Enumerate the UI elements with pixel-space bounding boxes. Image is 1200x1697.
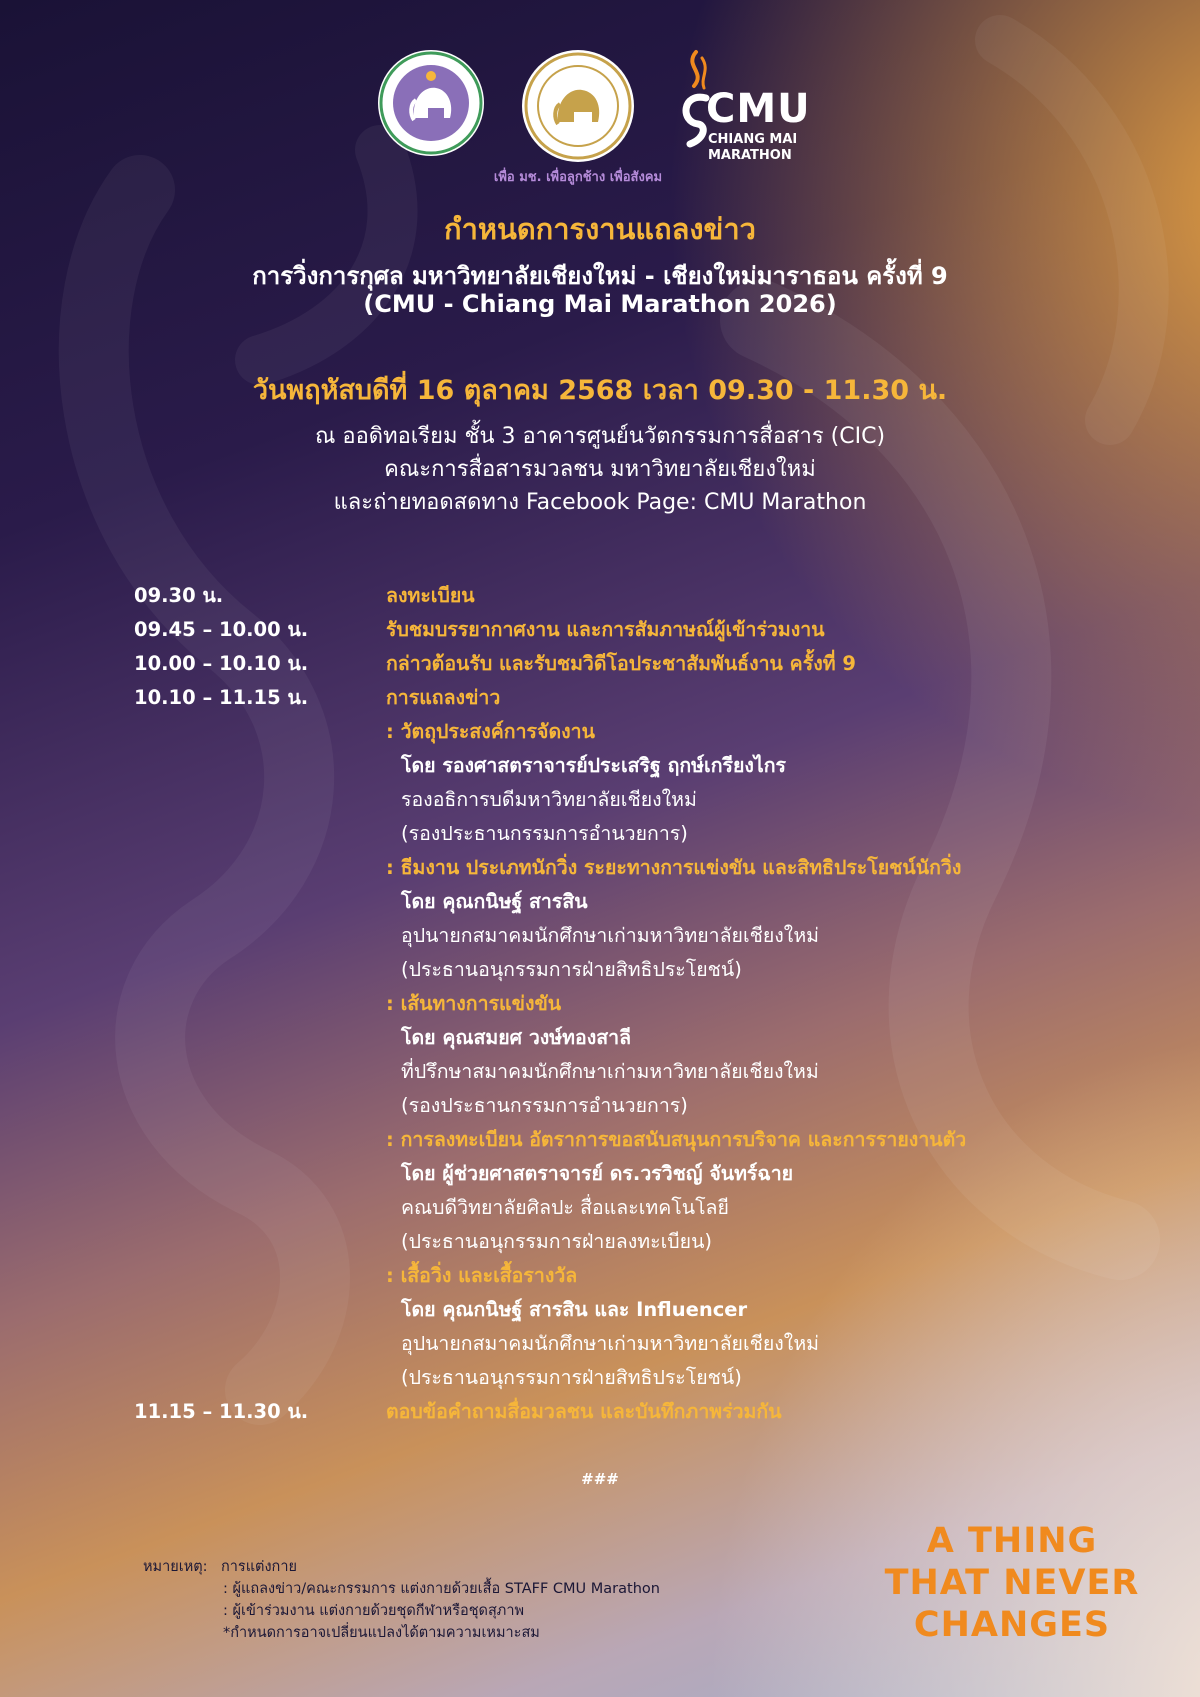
- slogan: [872, 1520, 1152, 1646]
- note-line: : ผู้เข้าร่วมงาน แต่งกายด้วยชุดกีฬาหรือชุดสุภาพ: [223, 1603, 525, 1619]
- press-topic: : วัตถุประสงค์การจัดงาน: [386, 720, 595, 743]
- speaker-name: โดย คุณกนิษฐ์ สารสิน: [401, 890, 588, 913]
- speaker-affiliation: ที่ปรึกษาสมาคมนักศึกษาเก่ามหาวิทยาลัยเชียงใหม่: [401, 1060, 819, 1083]
- schedule-time: 09.45 – 10.00 น.: [134, 618, 309, 641]
- page-title: กำหนดการงานแถลงข่าว: [444, 212, 756, 246]
- end-marker: ###: [581, 1470, 619, 1488]
- slogan-line: THAT NEVER: [884, 1563, 1140, 1603]
- alumni-logo-caption: เพื่อ มช. เพื่อลูกช้าง เพื่อสังคม: [493, 170, 663, 185]
- cmu-marathon-logo: [676, 48, 836, 163]
- chiang-mai-logo-text: CHIANG MAI: [708, 132, 798, 147]
- venue-line-3: และถ่ายทอดสดทาง Facebook Page: CMU Marathon: [333, 490, 867, 515]
- venue-line-1: ณ ออดิทอเรียม ชั้น 3 อาคารศูนย์นวัตกรรมการสื่อสาร (CIC): [314, 424, 886, 449]
- schedule-item: การแถลงข่าว: [386, 686, 501, 709]
- press-topic: : เส้นทางการแข่งขัน: [386, 992, 562, 1015]
- schedule-time: 10.10 – 11.15 น.: [134, 686, 309, 709]
- schedule-item: รับชมบรรยากาศงาน และการสัมภาษณ์ผู้เข้าร่วมงาน: [386, 618, 825, 641]
- press-topic: : ธีมงาน ประเภทนักวิ่ง ระยะทางการแข่งขัน และสิทธิประโยชน์นักวิ่ง: [386, 856, 962, 879]
- schedule-item: กล่าวต้อนรับ และรับชมวิดีโอประชาสัมพันธ์งาน ครั้งที่ 9: [386, 652, 856, 675]
- speaker-role: (รองประธานกรรมการอำนวยการ): [401, 1094, 688, 1117]
- cmu-seal-logo: [376, 48, 486, 158]
- schedule-item: ลงทะเบียน: [386, 584, 475, 607]
- note-line: การแต่งกาย: [221, 1559, 297, 1575]
- speaker-role: (ประธานอนุกรรมการฝ่ายลงทะเบียน): [401, 1230, 713, 1253]
- speaker-affiliation: คณบดีวิทยาลัยศิลปะ สื่อและเทคโนโลยี: [401, 1196, 729, 1219]
- note-label: หมายเหตุ:: [143, 1559, 208, 1575]
- schedule-time: 09.30 น.: [134, 584, 224, 607]
- speaker-role: (ประธานอนุกรรมการฝ่ายสิทธิประโยชน์): [401, 1366, 742, 1389]
- schedule-time: 11.15 – 11.30 น.: [134, 1400, 309, 1423]
- speaker-role: (ประธานอนุกรรมการฝ่ายสิทธิประโยชน์): [401, 958, 742, 981]
- event-datetime: วันพฤหัสบดีที่ 16 ตุลาคม 2568 เวลา 09.30 - 11.30 น.: [252, 375, 948, 406]
- marathon-logo-text: MARATHON: [708, 148, 792, 163]
- slogan-line: CHANGES: [913, 1605, 1111, 1645]
- speaker-role: (รองประธานกรรมการอำนวยการ): [401, 822, 688, 845]
- venue-line-2: คณะการสื่อสารมวลชน มหาวิทยาลัยเชียงใหม่: [384, 457, 816, 482]
- schedule-time: 10.00 – 10.10 น.: [134, 652, 309, 675]
- cmu-logo-text: CMU: [706, 86, 811, 132]
- note-line: : ผู้แถลงข่าว/คณะกรรมการ แต่งกายด้วยเสื้อ STAFF CMU Marathon: [223, 1581, 660, 1597]
- speaker-affiliation: อุปนายกสมาคมนักศึกษาเก่ามหาวิทยาลัยเชียงใหม่: [401, 924, 820, 947]
- alumni-association-logo: [520, 48, 636, 164]
- press-topic: : การลงทะเบียน อัตราการขอสนับสนุนการบริจาค และการรายงานตัว: [386, 1128, 967, 1151]
- press-topic: : เสื้อวิ่ง และเสื้อรางวัล: [386, 1264, 578, 1287]
- speaker-affiliation: รองอธิการบดีมหาวิทยาลัยเชียงใหม่: [401, 788, 697, 811]
- speaker-name: โดย ผู้ช่วยศาสตราจารย์ ดร.วรวิชญ์ จันทร์ฉาย: [401, 1162, 794, 1185]
- speaker-affiliation: อุปนายกสมาคมนักศึกษาเก่ามหาวิทยาลัยเชียงใหม่: [401, 1332, 820, 1355]
- event-name: การวิ่งการกุศล มหาวิทยาลัยเชียงใหม่ - เชียงใหม่มาราธอน ครั้งที่ 9: [252, 262, 948, 290]
- slogan-line: A THING: [926, 1521, 1098, 1561]
- speaker-name: โดย คุณสมยศ วงษ์ทองสาลี: [401, 1026, 632, 1049]
- logo-bar: [0, 48, 1200, 185]
- event-name-en: (CMU - Chiang Mai Marathon 2026): [363, 290, 837, 318]
- speaker-name: โดย คุณกนิษฐ์ สารสิน และ Influencer: [401, 1298, 748, 1321]
- speaker-name: โดย รองศาสตราจารย์ประเสริฐ ฤกษ์เกรียงไกร: [401, 754, 787, 777]
- schedule-item: ตอบข้อคำถามสื่อมวลชน และบันทึกภาพร่วมกัน: [386, 1400, 782, 1423]
- note-line: *กำหนดการอาจเปลี่ยนแปลงได้ตามความเหมาะสม: [223, 1625, 540, 1641]
